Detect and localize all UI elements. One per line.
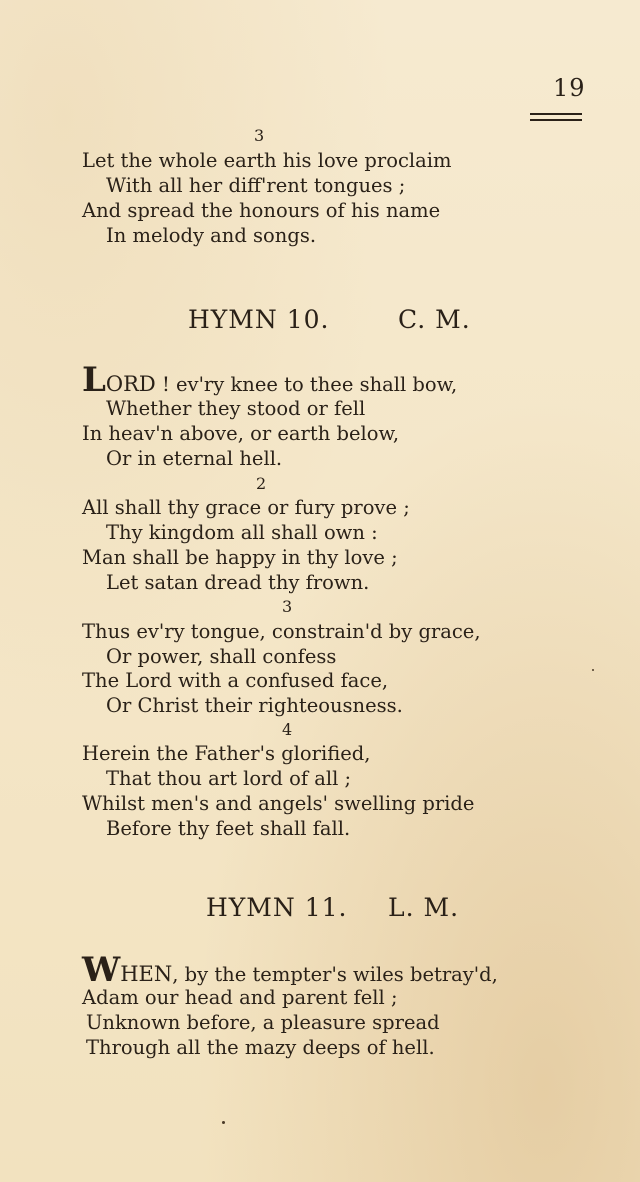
verse-line: That thou art lord of all ; [106, 767, 352, 790]
stanza-number: 3 [282, 597, 293, 616]
small-caps-word: ORD [105, 372, 156, 396]
paper-speck [222, 1121, 225, 1124]
hymn-10-title: HYMN 10. [188, 305, 330, 334]
stanza-number: 2 [256, 474, 267, 493]
verse-line: Or Christ their righteousness. [106, 694, 403, 717]
verse-line: And spread the honours of his name [82, 199, 441, 222]
verse-line: Herein the Father's glorified, [82, 742, 371, 765]
verse-line: Thus ev'ry tongue, constrain'd by grace, [82, 620, 481, 643]
verse-line-first [82, 360, 458, 400]
verse-line: All shall thy grace or fury prove ; [82, 496, 410, 519]
header-rule-bottom [530, 119, 582, 121]
verse-line: Before thy feet shall fall. [106, 817, 351, 840]
verse-line: Or power, shall confess [106, 645, 337, 668]
verse-line: With all her diff'rent tongues ; [106, 174, 406, 197]
verse-line: Unknown before, a pleasure spread [86, 1011, 440, 1034]
first-line-text: ! ev'ry knee to thee shall bow, [155, 373, 458, 396]
stanza-number: 3 [254, 126, 265, 145]
verse-line: Through all the mazy deeps of hell. [86, 1036, 435, 1059]
verse-line: Or in eternal hell. [106, 447, 283, 470]
stanza-number: 4 [282, 720, 293, 739]
verse-line: Adam our head and parent fell ; [82, 986, 398, 1009]
hymn-10-meter: C. M. [398, 305, 471, 334]
verse-line: The Lord with a confused face, [82, 669, 389, 692]
drop-capital: L [82, 360, 106, 400]
page-number: 19 [553, 74, 586, 102]
verse-line: Man shall be happy in thy love ; [82, 546, 398, 569]
drop-capital: W [82, 950, 121, 990]
header-rule-top [530, 113, 582, 115]
verse-line: Let satan dread thy frown. [106, 571, 370, 594]
verse-line-first [82, 950, 498, 990]
paper-speck [592, 669, 594, 671]
first-line-text: , by the tempter's wiles betray'd, [172, 963, 498, 986]
verse-line: In melody and songs. [106, 224, 317, 247]
hymn-11-title: HYMN 11. [206, 893, 348, 922]
verse-line: Thy kingdom all shall own : [106, 521, 378, 544]
verse-line: In heav'n above, or earth below, [82, 422, 400, 445]
small-caps-word: HEN [120, 962, 173, 986]
hymn-11-meter: L. M. [388, 893, 460, 922]
verse-line: Whilst men's and angels' swelling pride [82, 792, 475, 815]
verse-line: Whether they stood or fell [106, 397, 366, 420]
verse-line: Let the whole earth his love proclaim [82, 149, 452, 172]
